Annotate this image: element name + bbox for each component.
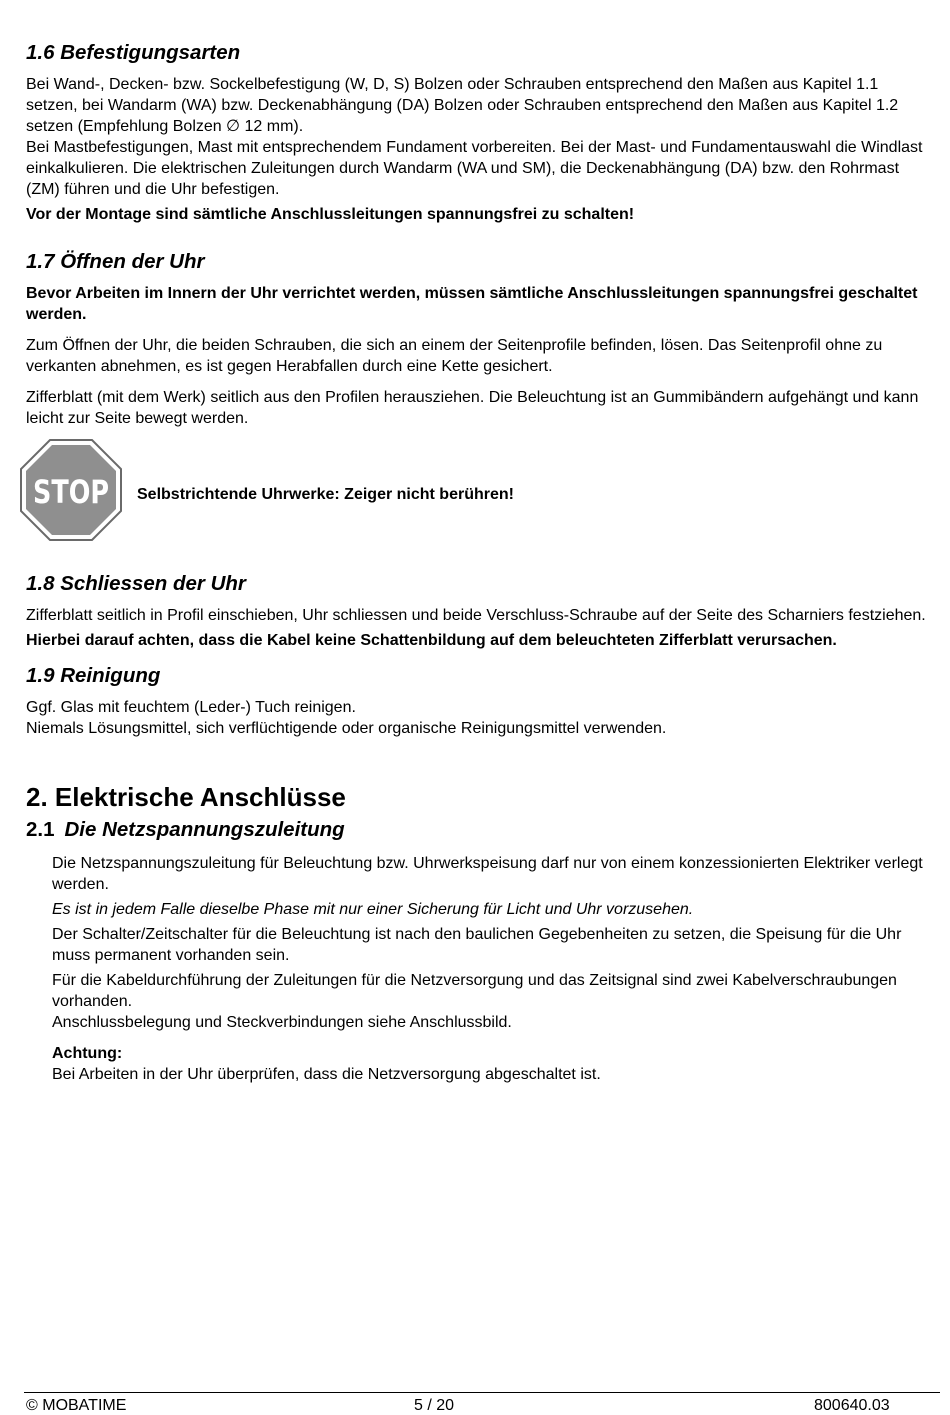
- section-title: Die Netzspannungszuleitung: [64, 818, 345, 841]
- stop-sign-label: STOP: [33, 473, 109, 511]
- paragraph-same-phase: Es ist in jedem Falle dieselbe Phase mit nur einer Sicherung für Licht und Uhr vorzusehen.: [52, 901, 694, 918]
- document-page: [26, 40, 931, 1085]
- section-number: 2.1: [26, 818, 55, 841]
- warning-cable-shadow: Hierbei darauf achten, dass die Kabel keine Schattenbildung auf dem beleuchteten Zifferblatt verursachen.: [26, 632, 837, 649]
- stop-note: Selbstrichtende Uhrwerke: Zeiger nicht berühren!: [137, 486, 514, 503]
- section-heading-2-1: [26, 817, 931, 843]
- paragraph-open-clock: Zum Öffnen der Uhr, die beiden Schrauben, die sich an einem der Seitenprofile befinden, lösen. Das Seitenprofil ohne zu verkanten abnehmen, es ist gegen Herabfallen durch eine Kette gesichert.: [26, 337, 883, 375]
- paragraph-mast-mounting: Bei Mastbefestigungen, Mast mit entsprechendem Fundament vorbereiten. Bei der Mast- und Fundamentauswahl die Windlast einkalkulieren. Die elektrischen Zuleitungen durch Wandarm (WA und SM), die Deckenabhängung (DA) bzw. den Rohrmast (ZM) führen und die Uhr befestigen.: [26, 139, 923, 198]
- footer-copyright: © MOBATIME: [26, 1397, 127, 1414]
- paragraph-close-clock: Zifferblatt seitlich in Profil einschieben, Uhr schliessen und beide Verschluss-Schraube auf der Seite des Scharniers festziehen.: [26, 607, 926, 624]
- section-heading-1-7: 1.7 Öffnen der Uhr: [26, 250, 205, 273]
- paragraph-electrician: Die Netzspannungszuleitung für Beleuchtung bzw. Uhrwerkspeisung darf nur von einem konzessionierten Elektriker verlegt werden.: [52, 855, 923, 893]
- caution-text: Bei Arbeiten in der Uhr überprüfen, dass die Netzversorgung abgeschaltet ist.: [52, 1066, 601, 1083]
- section-heading-1-9: 1.9 Reinigung: [26, 664, 161, 687]
- paragraph-no-solvents: Niemals Lösungsmittel, sich verflüchtigende oder organische Reinigungsmittel verwenden.: [26, 720, 667, 737]
- warning-before-work: Bevor Arbeiten im Innern der Uhr verrichtet werden, müssen sämtliche Anschlussleitungen spannungsfrei geschaltet werden.: [26, 285, 918, 323]
- footer-page-number: 5 / 20: [414, 1397, 455, 1414]
- caution-title: Achtung:: [52, 1045, 123, 1062]
- paragraph-dial-removal: Zifferblatt (mit dem Werk) seitlich aus den Profilen herausziehen. Die Beleuchtung ist an Gummibändern aufgehängt und kann leicht zur Seite bewegt werden.: [26, 389, 919, 427]
- chapter-heading-2: 2. Elektrische Anschlüsse: [26, 782, 346, 812]
- stop-warning: [26, 439, 931, 547]
- section-heading-1-8: 1.8 Schliessen der Uhr: [26, 572, 246, 595]
- section-body-2-1: [52, 853, 931, 1085]
- section-heading-1-6: 1.6 Befestigungsarten: [26, 41, 241, 64]
- warning-disconnect: Vor der Montage sind sämtliche Anschlussleitungen spannungsfrei zu schalten!: [26, 206, 635, 223]
- paragraph-cable-glands: Für die Kabeldurchführung der Zuleitungen für die Netzversorgung und das Zeitsignal sind zwei Kabelverschraubungen vorhanden.: [52, 972, 897, 1010]
- footer-doc-number: 800640.03: [814, 1397, 890, 1414]
- footer-divider: [24, 1392, 940, 1393]
- paragraph-wiring: Anschlussbelegung und Steckverbindungen siehe Anschlussbild.: [52, 1014, 512, 1031]
- paragraph-cleaning: Ggf. Glas mit feuchtem (Leder-) Tuch reinigen.: [26, 699, 356, 716]
- paragraph-mounting: Bei Wand-, Decken- bzw. Sockelbefestigung (W, D, S) Bolzen oder Schrauben entsprechend den Maßen aus Kapitel 1.1 setzen, bei Wandarm (WA) bzw. Deckenabhängung (DA) Bolzen oder Schrauben entsprechend den Maßen aus Kapitel 1.2 setzen (Empfehlung Bolzen ∅ 12 mm).: [26, 76, 899, 135]
- paragraph-switch: Der Schalter/Zeitschalter für die Beleuchtung ist nach den baulichen Gegebenheiten zu setzen, die Speisung für die Uhr muss permanent vorhanden sein.: [52, 926, 902, 964]
- stop-sign-icon: [20, 439, 122, 541]
